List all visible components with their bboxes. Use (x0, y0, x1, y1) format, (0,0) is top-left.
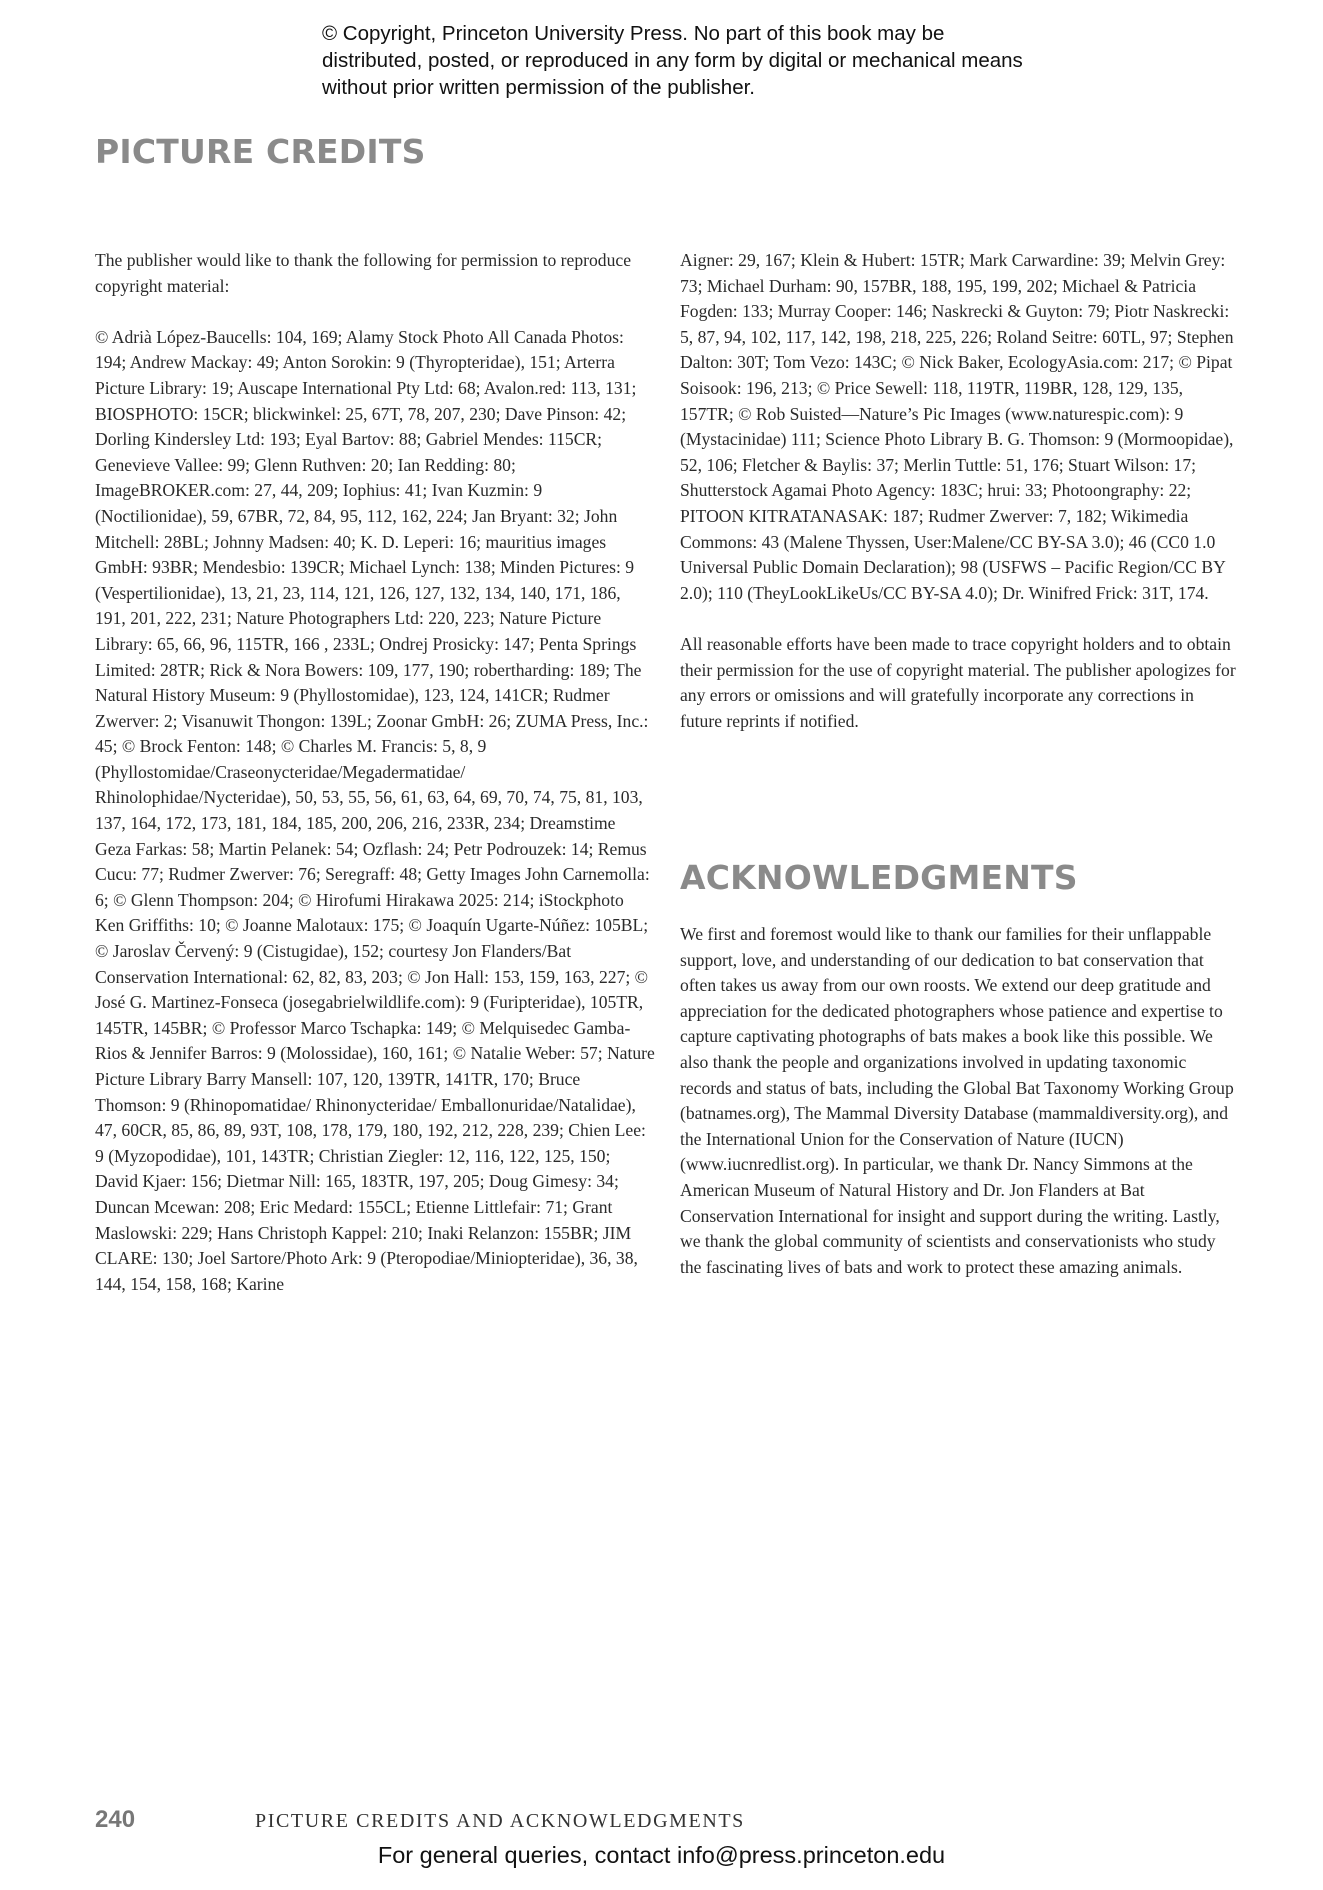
picture-credits-title: PICTURE CREDITS (95, 132, 426, 171)
page-number: 240 (95, 1806, 136, 1833)
paragraph-gap (680, 606, 1236, 632)
general-queries: For general queries, contact info@press.princeton.edu (377, 1842, 946, 1868)
copyright-notice: © Copyright, Princeton University Press. No part of this book may be distributed, posted, or reproduced in any form by digital or mechanical means without prior written permission of the publisher. (322, 22, 1023, 99)
running-footer: PICTURE CREDITS AND ACKNOWLEDGMENTS (255, 1810, 745, 1832)
credits-column-right (680, 248, 1236, 734)
credits-intro: The publisher would like to thank the following for permission to reproduce copyright material: (95, 250, 632, 296)
paragraph-gap (95, 299, 655, 325)
acknowledgments-body: We first and foremost would like to thank our families for their unflappable support, love, and understanding of our dedication to bat conservation that often takes us away from our own roosts. We extend our deep gratitude and appreciation for the dedicated photographers whose patience and expertise to capture captivating photographs of bats makes a book like this possible. We also thank the people and organizations involved in updating taxonomic records and status of bats, including the Global Bat Taxonomy Working Group (batnames.org), The Mammal Diversity Database (mammaldiversity.org), and the International Union for the Conservation of Nature (IUCN) (www.iucnredlist.org). In particular, we thank Dr. Nancy Simmons at the American Museum of Natural History and Dr. Jon Flanders at Bat Conservation International for insight and support during the writing. Lastly, we thank the global community of scientists and conservationists who study the fascinating lives of bats and work to protect these amazing animals. (680, 924, 1234, 1277)
credits-closing: All reasonable efforts have been made to trace copyright holders and to obtain their permission for the use of copyright material. The publisher apologizes for any errors or omissions and will gratefully incorporate any corrections in future reprints if notified. (680, 633, 1236, 731)
credits-list-right: Aigner: 29, 167; Klein & Hubert: 15TR; Mark Carwardine: 39; Melvin Grey: 73; Michael Durham: 90, 157BR, 188, 195, 199, 202; Michael & Patricia Fogden: 133; Murray Cooper: 146; Naskrecki & Guyton: 79; Piotr Naskrecki: 5, 87, 94, 102, 117, 142, 198, 218, 225, 226; Roland Seitre: 60TL, 97; Stephen Dalton: 30T; Tom Vezo: 143C; © Nick Baker, EcologyAsia.com: 217; © Pipat Soisook: 196, 213; © Price Sewell: 118, 119TR, 119BR, 128, 129, 135, 157TR; © Rob Suisted—Nature’s Pic Images (www.naturespic.com): 9 (Mystacinidae) 111; Science Photo Library B. G. Thomson: 9 (Mormoopidae), 52, 106; Fletcher & Baylis: 37; Merlin Tuttle: 51, 176; Stuart Wilson: 17; Shutterstock Agamai Photo Agency: 183C; hrui: 33; Photoongraphy: 22; PITOON KITRATANASAK: 187; Rudmer Zwerver: 7, 182; Wikimedia Commons: 43 (Malene Thyssen, User:Malene/CC BY-SA 3.0); 46 (CC0 1.0 Universal Public Domain Declaration); 98 (USFWS – Pacific Region/CC BY 2.0); 110 (TheyLookLikeUs/CC BY-SA 4.0); Dr. Winifred Frick: 31T, 174. (680, 250, 1234, 603)
credits-column-left (95, 248, 655, 1297)
credits-list-left: © Adrià López-Baucells: 104, 169; Alamy Stock Photo All Canada Photos: 194; Andrew Mackay: 49; Anton Sorokin: 9 (Thyropteridae), 151; Arterra Picture Library: 19; Auscape International Pty Ltd: 68; Avalon.red: 113, 131; BIOSPHOTO: 15CR; blickwinkel: 25, 67T, 78, 207, 230; Dave Pinson: 42; Dorling Kindersley Ltd: 193; Eyal Bartov: 88; Gabriel Mendes: 115CR; Genevieve Vallee: 99; Glenn Ruthven: 20; Ian Redding: 80; ImageBROKER.com: 27, 44, 209; Iophius: 41; Ivan Kuzmin: 9 (Noctilionidae), 59, 67BR, 72, 84, 95, 112, 162, 224; Jan Bryant: 32; John Mitchell: 28BL; Johnny Madsen: 40; K. D. Leperi: 16; mauritius images GmbH: 93BR; Mendesbio: 139CR; Michael Lynch: 138; Minden Pictures: 9 (Vespertilionidae), 13, 21, 23, 114, 121, 126, 127, 132, 134, 140, 171, 186, 191, 201, 222, 231; Nature Photographers Ltd: 220, 223; Nature Picture Library: 65, 66, 96, 115TR, 166 , 233L; Ondrej Prosicky: 147; Penta Springs Limited: 28TR; Rick & Nora Bowers: 109, 177, 190; robertharding: 189; The Natural History Museum: 9 (Phyllostomidae), 123, 124, 141CR; Rudmer Zwerver: 2; Visanuwit Thongon: 139L; Zoonar GmbH: 26; ZUMA Press, Inc.: 45; © Brock Fenton: 148; © Charles M. Francis: 5, 8, 9 (Phyllostomidae/Craseonycteridae/Megadermatidae/ Rhinolophidae/Nycteridae), 50, 53, 55, 56, 61, 63, 64, 69, 70, 74, 75, 81, 103, 137, 164, 172, 173, 181, 184, 185, 200, 206, 216, 233R, 234; Dreamstime Geza Farkas: 58; Martin Pelanek: 54; Ozflash: 24; Petr Podrouzek: 14; Remus Cucu: 77; Rudmer Zwerver: 76; Seregraff: 48; Getty Images John Carnemolla: 6; © Glenn Thompson: 204; © Hirofumi Hirakawa 2025: 214; iStockphoto Ken Griffiths: 10; © Joanne Malotaux: 175; © Joaquín Ugarte-Núñez: 105BL; © Jaroslav Červený: 9 (Cistugidae), 152; courtesy Jon Flanders/Bat Conservation International: 62, 82, 83, 203; © Jon Hall: 153, 159, 163, 227; © José G. Martinez-Fonseca (josegabrielwildlife.com): 9 (Furipteridae), 105TR, 145TR, 145BR; © Professor Marco Tschapka: 149; © Melquisedec Gamba-Rios & Jennifer Barros: 9 (Molossidae), 160, 161; © Natalie Weber: 57; Nature Picture Library Barry Mansell: 107, 120, 139TR, 141TR, 170; Bruce Thomson: 9 (Rhinopomatidae/ Rhinonycteridae/ Emballonuridae/Natalidae), 47, 60CR, 85, 86, 89, 93T, 108, 178, 179, 180, 192, 212, 228, 239; Chien Lee: 9 (Myzopodidae), 101, 143TR; Christian Ziegler: 12, 116, 122, 125, 150; David Kjaer: 156; Dietmar Nill: 165, 183TR, 197, 205; Doug Gimesy: 34; Duncan Mcewan: 208; Eric Medard: 155CL; Etienne Littlefair: 71; Grant Maslowski: 229; Hans Christoph Kappel: 210; Inaki Relanzon: 155BR; JIM CLARE: 130; Joel Sartore/Photo Ark: 9 (Pteropodiae/Miniopteridae), 36, 38, 144, 154, 158, 168; Karine (95, 326, 655, 1294)
acknowledgments-title: ACKNOWLEDGMENTS (680, 858, 1078, 897)
acknowledgments-body-container (680, 922, 1236, 1280)
